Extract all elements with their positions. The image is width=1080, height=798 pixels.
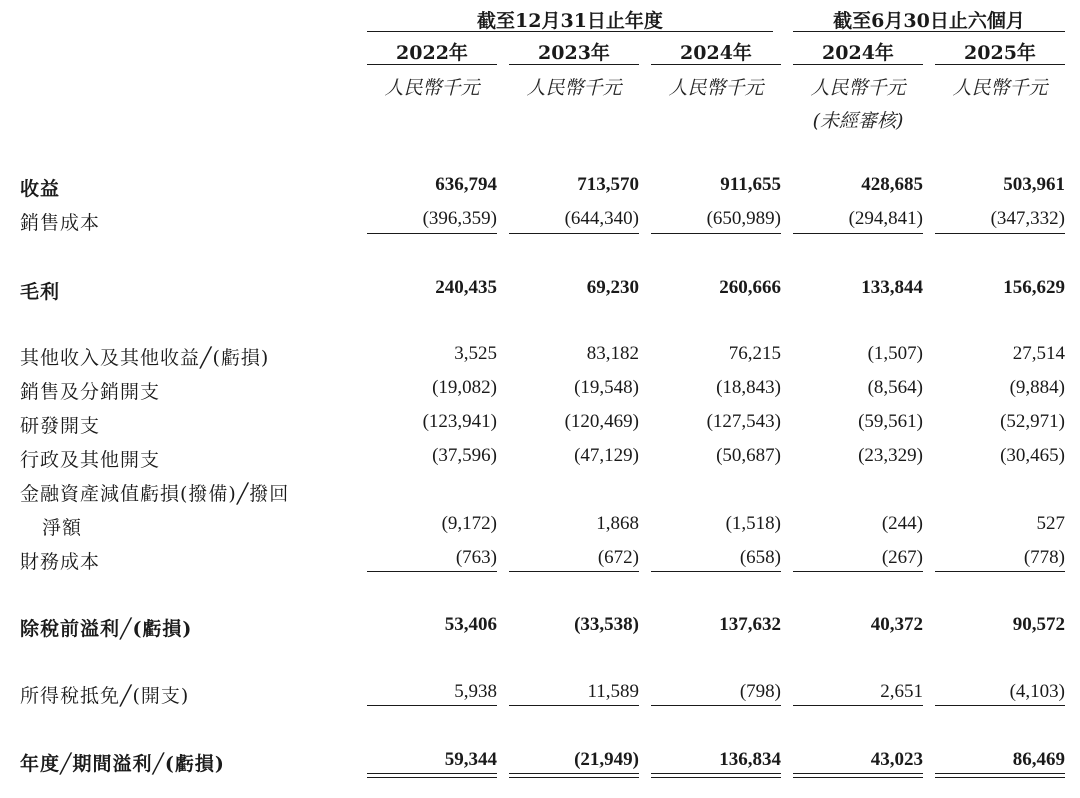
year-header-rule xyxy=(793,64,923,65)
total-double-underline xyxy=(935,773,1065,778)
subtotal-underline xyxy=(509,705,639,706)
total-double-underline xyxy=(367,773,497,778)
currency-unit: 人民幣千元 xyxy=(526,77,622,99)
cell-value: 911,655 xyxy=(720,174,781,195)
year-header: 2022年 xyxy=(396,42,468,64)
cell-value: 527 xyxy=(1036,513,1065,534)
row-label: 銷售及分銷開支 xyxy=(20,381,161,403)
unaudited-note: (未經審核) xyxy=(812,110,904,132)
cell-value: 428,685 xyxy=(861,174,923,195)
currency-unit: 人民幣千元 xyxy=(952,77,1048,99)
cell-value: (21,949) xyxy=(574,749,639,770)
row-label: 行政及其他開支 xyxy=(20,449,161,471)
subtotal-underline xyxy=(367,705,497,706)
subtotal-underline xyxy=(935,233,1065,234)
currency-unit: 人民幣千元 xyxy=(384,77,480,99)
row-label: 毛利 xyxy=(20,281,61,303)
row-label: 年度╱期間溢利╱(虧損) xyxy=(20,753,225,775)
cell-value: (294,841) xyxy=(848,208,923,229)
subtotal-underline xyxy=(509,571,639,572)
cell-value: 40,372 xyxy=(870,614,923,635)
cell-value: (9,172) xyxy=(441,513,497,534)
cell-value: (47,129) xyxy=(574,445,639,466)
cell-value: 5,938 xyxy=(454,681,497,702)
cell-value: 2,651 xyxy=(880,681,923,702)
cell-value: (37,596) xyxy=(432,445,497,466)
cell-value: 27,514 xyxy=(1012,343,1065,364)
cell-value: (59,561) xyxy=(858,411,923,432)
currency-unit: 人民幣千元 xyxy=(668,77,764,99)
cell-value: (123,941) xyxy=(422,411,497,432)
cell-value: (33,538) xyxy=(574,614,639,635)
cell-value: 713,570 xyxy=(577,174,639,195)
year-header-rule xyxy=(509,64,639,65)
cell-value: 69,230 xyxy=(586,277,639,298)
cell-value: 133,844 xyxy=(861,277,923,298)
subtotal-underline xyxy=(651,571,781,572)
cell-value: (778) xyxy=(1023,547,1065,568)
subtotal-underline xyxy=(651,233,781,234)
subtotal-underline xyxy=(651,705,781,706)
subtotal-underline xyxy=(793,705,923,706)
total-double-underline xyxy=(509,773,639,778)
cell-value: (763) xyxy=(455,547,497,568)
cell-value: 1,868 xyxy=(596,513,639,534)
cell-value: (18,843) xyxy=(716,377,781,398)
cell-value: 503,961 xyxy=(1003,174,1065,195)
cell-value: (798) xyxy=(739,681,781,702)
cell-value: 137,632 xyxy=(719,614,781,635)
cell-value: (4,103) xyxy=(1009,681,1065,702)
year-header: 2025年 xyxy=(964,42,1036,64)
year-header: 2024年 xyxy=(680,42,752,64)
row-label: 其他收入及其他收益╱(虧損) xyxy=(20,347,270,369)
header-rule-fiscal xyxy=(367,31,773,32)
cell-value: 43,023 xyxy=(870,749,923,770)
cell-value: 3,525 xyxy=(454,343,497,364)
cell-value: (658) xyxy=(739,547,781,568)
cell-value: (9,884) xyxy=(1009,377,1065,398)
cell-value: (244) xyxy=(881,513,923,534)
cell-value: (23,329) xyxy=(858,445,923,466)
year-header-rule xyxy=(367,64,497,65)
cell-value: (8,564) xyxy=(867,377,923,398)
subtotal-underline xyxy=(793,233,923,234)
cell-value: 76,215 xyxy=(728,343,781,364)
cell-value: (120,469) xyxy=(564,411,639,432)
year-header-rule xyxy=(935,64,1065,65)
cell-value: (672) xyxy=(597,547,639,568)
cell-value: 136,834 xyxy=(719,749,781,770)
cell-value: (19,082) xyxy=(432,377,497,398)
cell-value: (267) xyxy=(881,547,923,568)
subtotal-underline xyxy=(509,233,639,234)
header-group-six-months: 截至6月30日止六個月 xyxy=(833,10,1025,32)
cell-value: 11,589 xyxy=(587,681,639,702)
cell-value: (52,971) xyxy=(1000,411,1065,432)
total-double-underline xyxy=(651,773,781,778)
header-group-fiscal-year: 截至12月31日止年度 xyxy=(477,10,663,32)
subtotal-underline xyxy=(935,705,1065,706)
cell-value: 260,666 xyxy=(719,277,781,298)
subtotal-underline xyxy=(367,233,497,234)
cell-value: (650,989) xyxy=(706,208,781,229)
row-label: 金融資產減值虧損(撥備)╱撥回 xyxy=(20,483,290,505)
subtotal-underline xyxy=(367,571,497,572)
cell-value: 90,572 xyxy=(1012,614,1065,635)
cell-value: 83,182 xyxy=(586,343,639,364)
cell-value: (644,340) xyxy=(564,208,639,229)
year-header-rule xyxy=(651,64,781,65)
cell-value: (347,332) xyxy=(990,208,1065,229)
year-header: 2024年 xyxy=(822,42,894,64)
cell-value: 240,435 xyxy=(435,277,497,298)
subtotal-underline xyxy=(793,571,923,572)
total-double-underline xyxy=(793,773,923,778)
row-label: 研發開支 xyxy=(20,415,101,437)
year-header: 2023年 xyxy=(538,42,610,64)
row-label: 收益 xyxy=(20,178,61,200)
row-label: 財務成本 xyxy=(20,551,101,573)
cell-value: (30,465) xyxy=(1000,445,1065,466)
cell-value: 86,469 xyxy=(1012,749,1065,770)
cell-value: 59,344 xyxy=(444,749,497,770)
cell-value: (127,543) xyxy=(706,411,781,432)
cell-value: (396,359) xyxy=(422,208,497,229)
header-rule-six-months xyxy=(793,31,1065,32)
cell-value: (50,687) xyxy=(716,445,781,466)
row-label: 所得稅抵免╱(開支) xyxy=(20,685,190,707)
row-label-continuation: 淨額 xyxy=(42,517,83,539)
cell-value: (1,518) xyxy=(725,513,781,534)
cell-value: 636,794 xyxy=(435,174,497,195)
subtotal-underline xyxy=(935,571,1065,572)
cell-value: 53,406 xyxy=(444,614,497,635)
cell-value: (19,548) xyxy=(574,377,639,398)
cell-value: (1,507) xyxy=(867,343,923,364)
cell-value: 156,629 xyxy=(1003,277,1065,298)
currency-unit: 人民幣千元 xyxy=(810,77,906,99)
row-label: 除稅前溢利╱(虧損) xyxy=(20,618,193,640)
row-label: 銷售成本 xyxy=(20,212,101,234)
